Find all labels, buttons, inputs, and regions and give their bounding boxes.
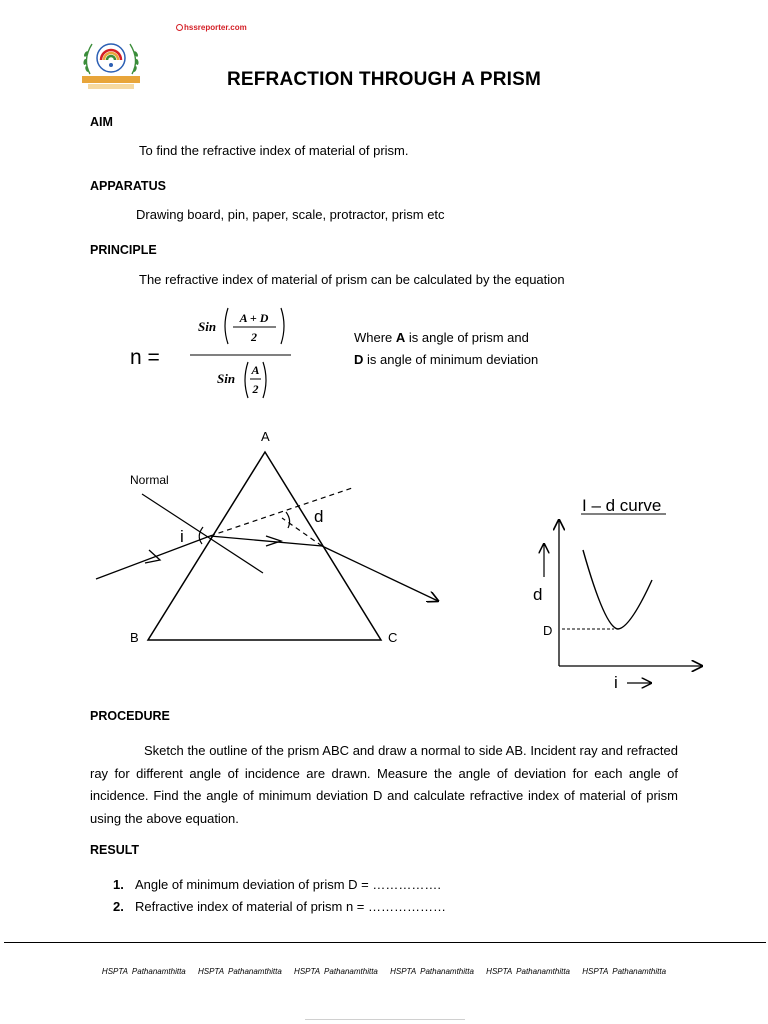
formula-num-top: A + D	[239, 311, 269, 325]
result-heading: RESULT	[90, 843, 140, 857]
procedure-text: Sketch the outline of the prism ABC and draw a normal to side AB. Incident ray and refracted ray for different angle of incidence are drawn. Measure the angle of deviation for each angle of incidence. Find the angle of minimum deviation D and calculate refractive index of material of prism using the above equation.	[90, 743, 678, 826]
deviation-curve	[583, 550, 652, 629]
normal-label: Normal	[130, 473, 169, 487]
curve-min-label: D	[543, 623, 553, 638]
apparatus-text: Drawing board, pin, paper, scale, protractor, prism etc	[136, 207, 445, 222]
normal-line	[142, 494, 263, 573]
page-title: REFRACTION THROUGH A PRISM	[226, 69, 542, 90]
formula-num-bottom: 2	[251, 330, 257, 344]
procedure-heading: PROCEDURE	[90, 709, 170, 723]
vertex-c-label: C	[388, 630, 398, 645]
aim-heading: AIM	[90, 115, 113, 129]
formula-den-bottom: 2	[252, 382, 259, 396]
site-icon	[176, 24, 183, 31]
angle-d-label: d	[314, 507, 324, 526]
formula-sin-denominator: Sin	[217, 371, 236, 386]
formula-sin-numerator: Sin	[198, 319, 217, 334]
result-item-2: 2. Refractive index of material of prism n = ………………	[113, 899, 447, 914]
incident-extension-dashed	[210, 488, 352, 536]
angle-d-arc	[286, 512, 290, 528]
principle-text: The refractive index of material of prism can be calculated by the equation	[139, 272, 565, 287]
curve-x-label: i	[614, 673, 618, 692]
apparatus-heading: APPARATUS	[90, 179, 166, 193]
incident-ray	[96, 536, 210, 579]
page-bottom-rule	[305, 1019, 465, 1020]
angle-i-label: i	[180, 527, 184, 546]
where-line-1: Where A is angle of prism and	[354, 330, 529, 345]
formula-den-top: A	[251, 363, 260, 377]
angle-i-arc	[199, 527, 203, 544]
result-item-1: 1. Angle of minimum deviation of prism D = …………….	[113, 877, 441, 892]
refractive-index-formula	[186, 300, 296, 404]
curve-title: I – d curve	[582, 496, 662, 515]
curve-y-label: d	[533, 585, 543, 604]
formula-lhs: n =	[130, 346, 160, 369]
footer-divider	[4, 942, 766, 943]
vertex-a-label: A	[261, 429, 270, 444]
aim-text: To find the refractive index of material of prism.	[139, 143, 409, 158]
where-line-2: D is angle of minimum deviation	[354, 352, 539, 367]
footer: HSPTA Pathanamthitta HSPTA Pathanamthitta HSPTA Pathanamthitta HSPTA Pathanamthitta HSPTA Pathanamthitta HSPTA Pathanamthitta	[101, 967, 667, 976]
prism-ray-diagram	[0, 420, 768, 710]
principle-heading: PRINCIPLE	[90, 243, 157, 257]
incident-arrow-icon	[145, 550, 160, 563]
site-url: hssreporter.com	[176, 23, 247, 32]
vertex-b-label: B	[130, 630, 139, 645]
refracted-ray	[210, 536, 322, 546]
